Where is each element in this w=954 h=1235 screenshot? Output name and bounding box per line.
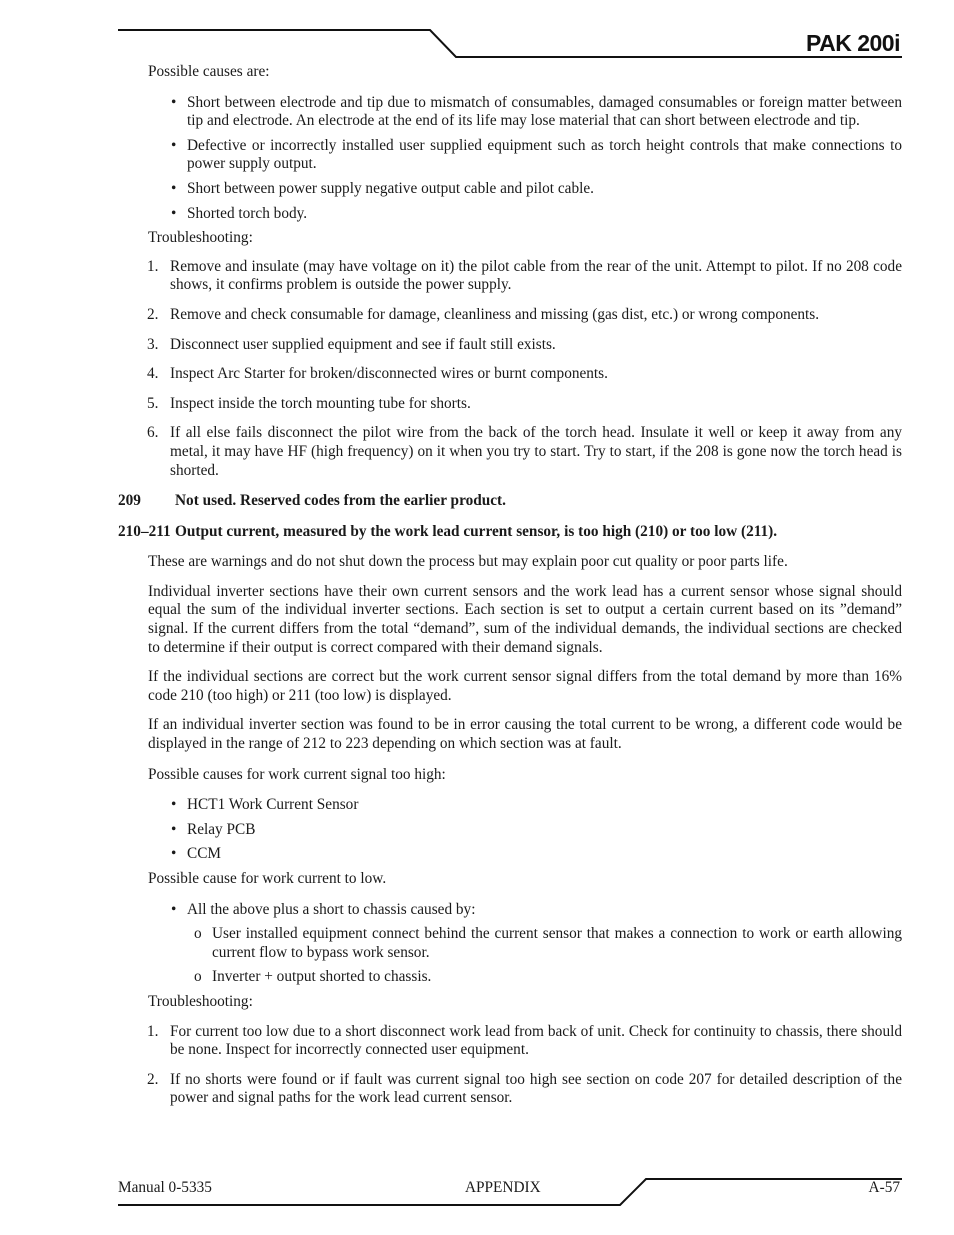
step-item: 1. For current too low due to a short disconnect work lead from back of unit. Check for continuity to chassis, there should be none. Inspect for incorrectly connected user equipment. bbox=[147, 1022, 902, 1059]
list-item: • Defective or incorrectly installed user supplied equipment such as torch height controls that make connections to power supply output. bbox=[187, 137, 902, 174]
step-item: 2. Remove and check consumable for damage, cleanliness and missing (gas dist, etc.) or wrong components. bbox=[147, 305, 820, 323]
step-number: 6. bbox=[147, 424, 159, 442]
troubleshooting-heading: Troubleshooting: bbox=[148, 229, 253, 247]
code-209-heading: 209 Not used. Reserved codes from the earlier product. bbox=[118, 492, 506, 510]
troubleshooting-heading: Troubleshooting: bbox=[148, 992, 253, 1010]
step-number: 5. bbox=[147, 394, 159, 412]
step-item: 1. Remove and insulate (may have voltage on it) the pilot cable from the rear of the unit. Attempt to pilot. If no 208 code shows, it confirms problem is outside the power supply. bbox=[147, 257, 902, 294]
step-number: 4. bbox=[147, 365, 159, 383]
step-item: 5. Inspect inside the torch mounting tube for shorts. bbox=[147, 394, 471, 412]
list-item: • HCT1 Work Current Sensor bbox=[187, 796, 902, 815]
error-code: 210–211 bbox=[118, 522, 171, 540]
section-name: APPENDIX bbox=[465, 1179, 541, 1196]
sub-list-item: o User installed equipment connect behind the current sensor that makes a connection to work or earth allowing current flow to bypass work sensor. bbox=[194, 925, 902, 961]
list-item: • All the above plus a short to chassis caused by: bbox=[187, 901, 902, 920]
low-causes-heading: Possible cause for work current to low. bbox=[148, 870, 387, 887]
step-number: 2. bbox=[147, 305, 159, 323]
paragraph: These are warnings and do not shut down the process but may explain poor cut quality or poor parts life. bbox=[148, 553, 788, 571]
list-item: • Short between electrode and tip due to mismatch of consumables, damaged consumables or foreign matter between tip and electrode. An electrode at the end of its life may lose material that can short between electrode and tip. bbox=[187, 94, 902, 131]
list-item: • Short between power supply negative output cable and pilot cable. bbox=[187, 180, 902, 199]
manual-number: Manual 0-5335 bbox=[118, 1179, 212, 1196]
step-number: 3. bbox=[147, 335, 159, 353]
step-item: 6. If all else fails disconnect the pilot wire from the back of the torch head. Insulate it well or keep it away from any metal, it may have HF (high frequency) on it when you try to start. Try to start, if the 208 is gone now the torch head is shorted. bbox=[147, 424, 902, 479]
paragraph: If the individual sections are correct but the work current sensor signal differs from the total demand by more than 16% code 210 (too high) or 211 (too low) is displayed. bbox=[148, 668, 902, 704]
sub-bullet: o bbox=[194, 925, 202, 943]
list-item: • Shorted torch body. bbox=[187, 205, 902, 224]
page-number: A-57 bbox=[868, 1179, 900, 1196]
sub-bullet: o bbox=[194, 968, 202, 986]
step-number: 1. bbox=[147, 1022, 159, 1040]
paragraph: Individual inverter sections have their own current sensors and the work lead has a current sensor whose signal should equal the sum of the individual inverter sections. Each section is set to output a certain current based on its ”demand” signal. If the current differs from the total “demand”, sum of the individual demands, the individual sections are checked to determine if their output is correct compared with their demand signals. bbox=[148, 582, 902, 656]
step-number: 2. bbox=[147, 1070, 159, 1088]
product-title: PAK 200i bbox=[805, 30, 900, 56]
sub-list-item: o Inverter + output shorted to chassis. bbox=[194, 968, 432, 986]
list-item: • CCM bbox=[187, 845, 902, 864]
high-causes-heading: Possible causes for work current signal too high: bbox=[148, 765, 446, 783]
possible-causes-heading: Possible causes are: bbox=[148, 63, 270, 80]
step-item: 3. Disconnect user supplied equipment and see if fault still exists. bbox=[147, 335, 556, 353]
page-body bbox=[118, 63, 902, 1108]
paragraph: If an individual inverter section was found to be in error causing the total current to be wrong, a different code would be displayed in the range of 212 to 223 depending on which section was at fault. bbox=[148, 716, 902, 753]
step-item: 4. Inspect Arc Starter for broken/disconnected wires or burnt components. bbox=[147, 365, 608, 383]
code-210-heading: 210–211 Output current, measured by the work lead current sensor, is too high (210) or too low (211). bbox=[118, 522, 778, 540]
error-code: 209 bbox=[118, 492, 141, 510]
list-item: • Relay PCB bbox=[187, 821, 902, 840]
step-item: 2. If no shorts were found or if fault was current signal too high see section on code 207 for detailed description of the power and signal paths for the work lead current sensor. bbox=[147, 1070, 902, 1107]
step-number: 1. bbox=[147, 257, 159, 275]
